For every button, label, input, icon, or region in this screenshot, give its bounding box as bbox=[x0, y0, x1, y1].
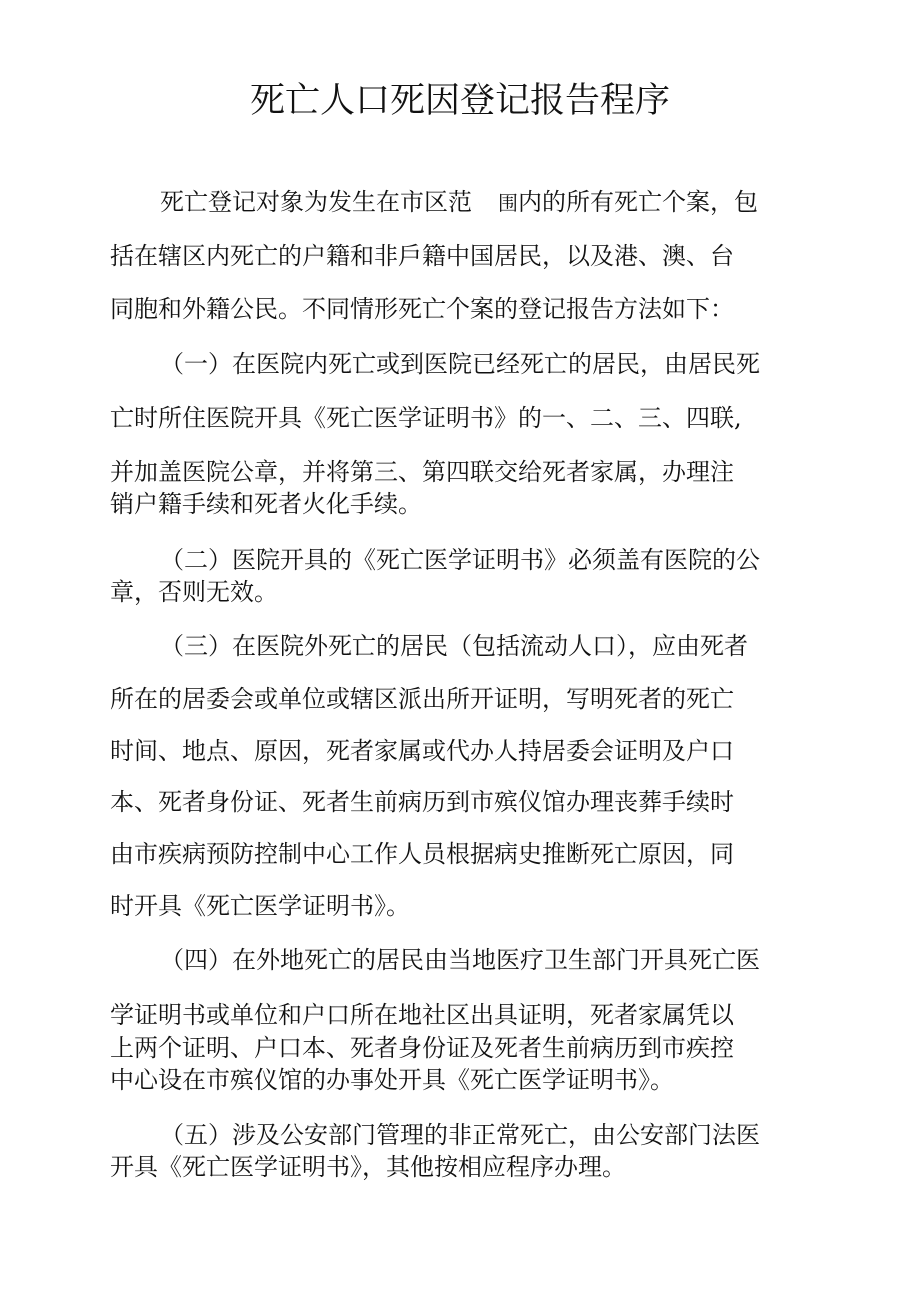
section4-line-2: 学证明书或单位和户口所在地社区出具证明，死者家属凭以 bbox=[110, 1001, 734, 1029]
intro-line-1 bbox=[160, 186, 860, 219]
section1-line-4: 销户籍手续和死者火化手续。 bbox=[110, 490, 422, 518]
section3-line-6: 时开具《死亡医学证明书》。 bbox=[110, 892, 410, 920]
section4-line-4: 中心设在市殡仪馆的办事处开具《死亡医学证明书》。 bbox=[110, 1066, 674, 1094]
section3-line-5: 由市疾病预防控制中心工作人员根据病史推断死亡原因，同 bbox=[110, 840, 734, 868]
section4-line-3: 上两个证明、户口本、死者身份证及死者生前病历到市疾控 bbox=[110, 1034, 734, 1062]
intro-line-1b: 内的所有死亡个案，包 bbox=[518, 188, 758, 216]
intro-line-2: 括在辖区内死亡的户籍和非戶籍中国居民，以及港、澳、台 bbox=[110, 242, 734, 270]
section3-line-1: （三）在医院外死亡的居民（包括流动人口），应由死者 bbox=[160, 632, 748, 660]
section3-line-2: 所在的居委会或单位或辖区派出所开证明，写明死者的死亡 bbox=[110, 685, 734, 713]
section1-line-2: 亡时所住医院开具《死亡医学证明书》的一、二、三、四联, bbox=[110, 404, 742, 432]
section2-line-2: 章，否则无效。 bbox=[110, 578, 278, 606]
document-title: 死亡人口死因登记报告程序 bbox=[249, 81, 670, 121]
section1-line-3: 并加盖医院公章，并将第三、第四联交给死者家属，办理注 bbox=[110, 458, 734, 486]
intro-line-3: 同胞和外籍公民。不同情形死亡个案的登记报告方法如下： bbox=[110, 295, 734, 323]
section5-line-1: （五）涉及公安部门管理的非正常死亡，由公安部门法医 bbox=[160, 1121, 760, 1149]
section3-line-3: 时间、地点、原因，死者家属或代办人持居委会证明及户口 bbox=[110, 737, 734, 765]
section2-line-1: （二）医院开具的《死亡医学证明书》必须盖有医院的公 bbox=[160, 546, 760, 574]
intro-line-1a: 死亡登记对象为发生在市区范 bbox=[160, 188, 472, 216]
section4-line-1: （四）在外地死亡的居民由当地医疗卫生部门开具死亡医 bbox=[160, 946, 760, 974]
section3-line-4: 本、死者身份证、死者生前病历到市殡仪馆办理丧葬手续时 bbox=[110, 788, 734, 816]
intro-line-1-mark: 围 bbox=[498, 191, 518, 215]
section5-line-2: 开具《死亡医学证明书》，其他按相应程序办理。 bbox=[110, 1153, 626, 1181]
section1-line-1: （一）在医院内死亡或到医院已经死亡的居民，由居民死 bbox=[160, 350, 760, 378]
